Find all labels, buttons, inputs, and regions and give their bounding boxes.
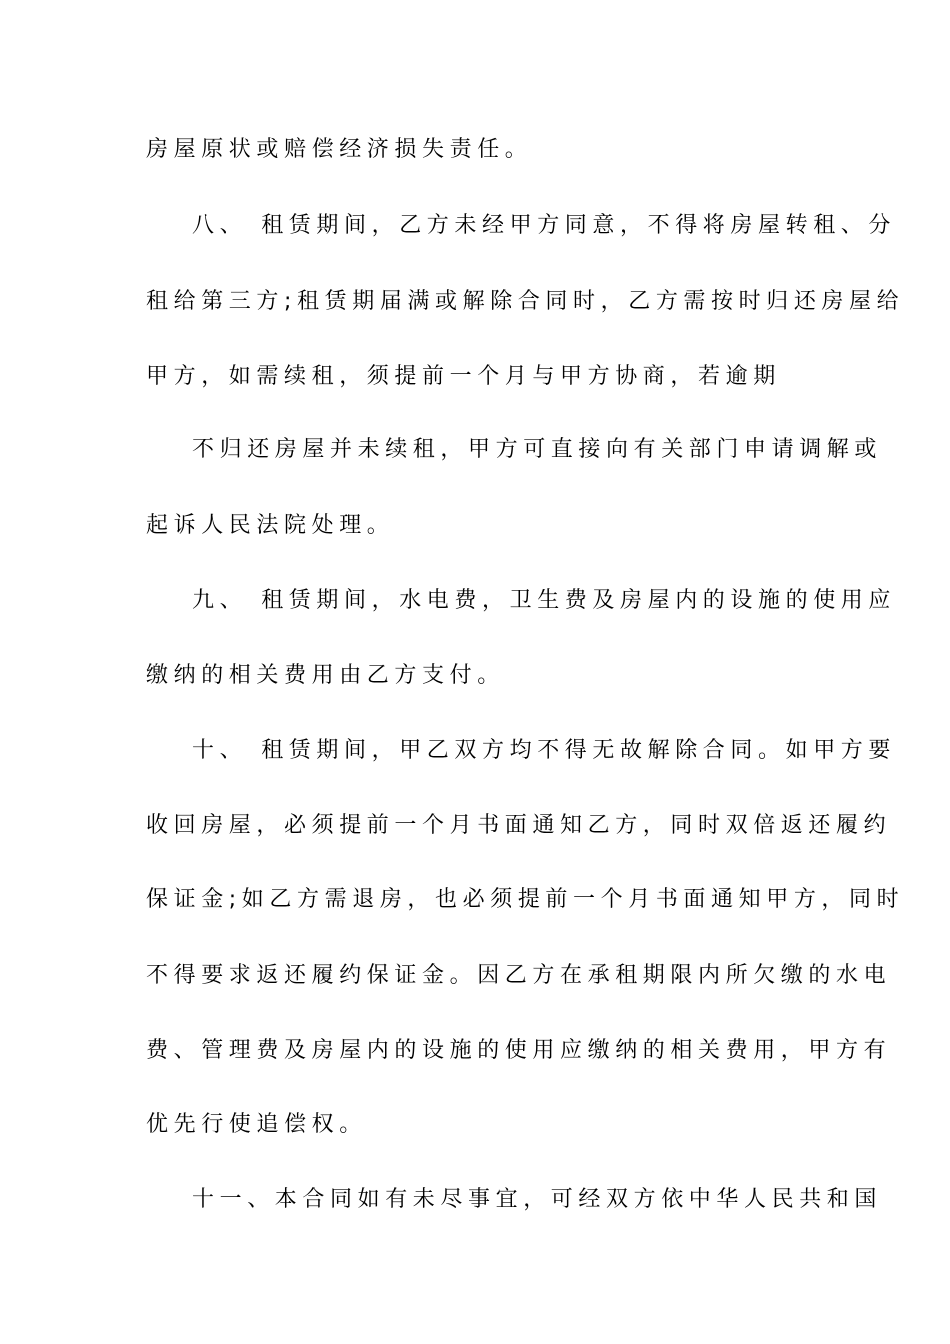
clause-8-line-3-content: 甲方，如需续租，须提前一个月与甲方协商，若逾期	[146, 364, 781, 389]
clause-10-line-4-content: 不得要求返还履约保证金。因乙方在承租期限内所欠缴的水电	[146, 963, 892, 988]
clause-8-line-2	[146, 282, 905, 322]
clause-9-text: 租赁期间，水电费，卫生费及房屋内的设施的使用应	[261, 588, 897, 613]
clause-8-line-1	[192, 206, 897, 246]
clause-8-number: 八、	[192, 213, 248, 238]
clause-9-line-1	[192, 581, 897, 621]
clause-10-line-3	[146, 880, 905, 920]
clause-10-line-4	[146, 956, 892, 996]
clause-9-number: 九、	[192, 588, 248, 613]
paragraph-line-1	[192, 430, 883, 470]
clause-10-line-5-content: 费、管理费及房屋内的设施的使用应缴纳的相关费用，甲方有	[146, 1038, 892, 1063]
clause-10-line-2-content: 收回房屋，必须提前一个月书面通知乙方，同时双倍返还履约	[146, 813, 892, 838]
clause-10-line-6	[146, 1105, 826, 1145]
text-line-1	[146, 130, 826, 170]
paragraph-line-2	[146, 506, 826, 546]
clause-8-line-3	[146, 357, 826, 397]
clause-10-line-3-content: 保证金;如乙方需退房，也必须提前一个月书面通知甲方，同时	[146, 887, 905, 912]
clause-10-line-6-content: 优先行使追偿权。	[146, 1112, 367, 1137]
clause-11-line-1-content: 十一、本合同如有未尽事宜，可经双方依中华人民共和国	[192, 1187, 883, 1212]
clause-10-line-5	[146, 1031, 892, 1071]
clause-10-number: 十、	[192, 738, 248, 763]
paragraph-line-1-content: 不归还房屋并未续租，甲方可直接向有关部门申请调解或	[192, 437, 883, 462]
clause-11-line-1	[192, 1180, 883, 1220]
clause-10-line-2	[146, 806, 892, 846]
clause-8-text: 租赁期间，乙方未经甲方同意，不得将房屋转租、分	[261, 213, 897, 238]
clause-10-text: 租赁期间，甲乙双方均不得无故解除合同。如甲方要	[261, 738, 897, 763]
paragraph-line-2-content: 起诉人民法院处理。	[146, 513, 395, 538]
clause-8-line-2-content: 租给第三方;租赁期届满或解除合同时，乙方需按时归还房屋给	[146, 289, 905, 314]
text-line-1-content: 房屋原状或赔偿经济损失责任。	[146, 137, 533, 162]
clause-9-line-2	[146, 656, 826, 696]
clause-9-line-2-content: 缴纳的相关费用由乙方支付。	[146, 663, 505, 688]
clause-10-line-1	[192, 731, 897, 771]
